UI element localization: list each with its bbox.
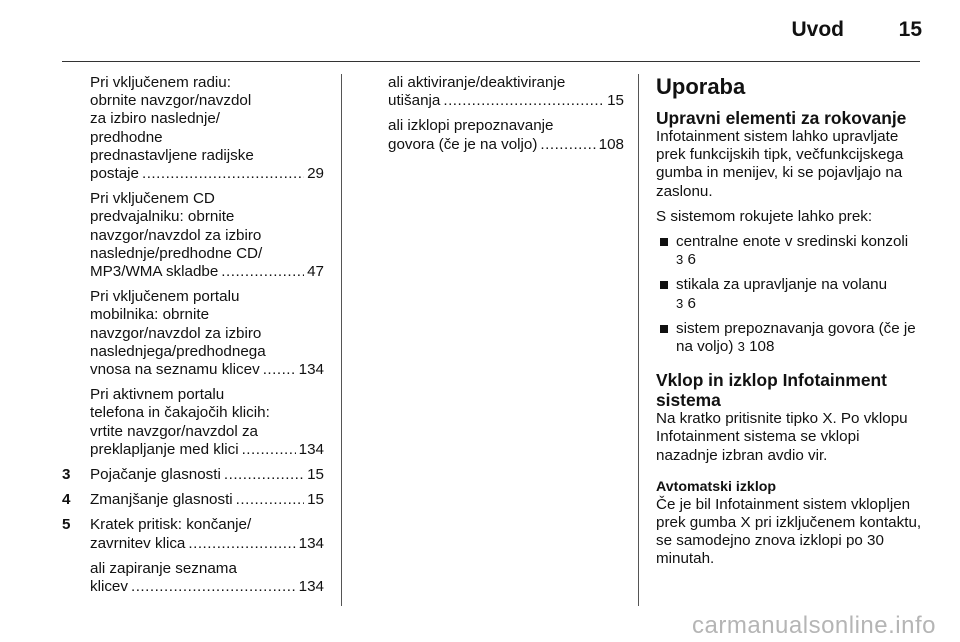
entry-text-line: Pri vključenem CD — [90, 190, 215, 208]
entry-text-line: preklapljanje med klici — [90, 440, 239, 458]
header-rule — [62, 61, 920, 62]
dot-leader — [263, 361, 296, 379]
entry-text-line: predhodne — [90, 128, 163, 146]
power-button-icon: X — [740, 514, 751, 532]
item-number: 3 — [62, 466, 71, 484]
entry-leader-line — [90, 535, 324, 553]
toc-entry[interactable] — [62, 560, 324, 596]
dot-leader — [242, 441, 296, 459]
entry-text-line: ali izklopi prepoznavanje — [388, 117, 554, 135]
entry-text-line: Pojačanje glasnosti — [90, 466, 221, 484]
page-reference-icon: 3 — [737, 339, 745, 355]
subsection-title-controls: Upravni elementi za rokovanje — [656, 108, 907, 128]
page-header — [0, 0, 960, 62]
page-reference[interactable]: 6 — [687, 294, 696, 312]
dot-leader — [142, 165, 304, 183]
page-reference[interactable]: 108 — [598, 135, 624, 153]
entry-text-line: govora (če je na voljo) — [388, 135, 538, 153]
dot-leader — [131, 578, 296, 596]
bullet-item: stikala za upravljanje na volanu 3 6 — [656, 276, 922, 312]
entry-text-line: naslednjega/predhodnega — [90, 342, 266, 360]
column-2 — [388, 74, 624, 161]
entry-text-line: predvajalniku: obrnite — [90, 208, 235, 226]
page-reference[interactable]: 47 — [307, 263, 324, 281]
page-reference[interactable]: 134 — [298, 361, 324, 379]
page-reference-icon: 3 — [676, 252, 684, 268]
toc-entry[interactable] — [62, 466, 324, 484]
page-number: 15 — [898, 18, 922, 41]
dot-leader — [221, 263, 304, 281]
page-reference-icon: 3 — [676, 295, 684, 311]
entry-text-line: prednastavljene radijske — [90, 146, 254, 164]
column-divider-2 — [638, 74, 639, 606]
auto-off-paragraph: Če je bil Infotainment sistem vklopljen prek gumba X pri izključenem kontaktu, se samodejno znova izklopi po 30 minutah. — [656, 495, 922, 568]
bullet-square-icon — [660, 325, 668, 333]
entry-text-line: naslednje/predhodne CD/ — [90, 244, 263, 262]
toc-entry[interactable] — [62, 386, 324, 459]
page-reference[interactable]: 15 — [607, 92, 624, 110]
entry-text-line: vnosa na seznamu klicev — [90, 361, 260, 379]
power-button-icon: X — [822, 410, 833, 428]
dot-leader — [224, 466, 304, 484]
section-title: Uporaba — [656, 74, 746, 99]
entry-text-line: Pri vključenem radiu: — [90, 74, 231, 91]
entry-text-line: vrtite navzgor/navzdol za — [90, 422, 258, 440]
item-number: 4 — [62, 491, 71, 509]
power-paragraph: Na kratko pritisnite tipko X. Po vklopu Infotainment sistema se vklopi nazadnje izbran avdio vir. — [656, 410, 908, 464]
entry-leader-line — [90, 491, 324, 509]
toc-entry[interactable] — [388, 74, 624, 110]
subsection-title-auto-off: Avtomatski izklop — [656, 478, 777, 495]
page-reference[interactable]: 15 — [307, 466, 324, 484]
entry-leader-line — [90, 441, 324, 459]
entry-text-line: MP3/WMA skladbe — [90, 263, 219, 281]
bullet-item: centralne enote v sredinski konzoli 3 6 — [656, 233, 922, 269]
subsection-title-power: Vklop in izklop Infotainment sistema — [656, 370, 887, 411]
entry-text-line: zavrnitev klica — [90, 534, 186, 552]
page-reference[interactable]: 15 — [307, 491, 324, 509]
entry-leader-line — [90, 263, 324, 281]
toc-entry[interactable] — [62, 74, 324, 183]
entry-text-line: za izbiro naslednje/ — [90, 110, 221, 128]
entry-leader-line — [90, 361, 324, 379]
entry-text-line: ali zapiranje seznama — [90, 559, 237, 577]
dot-leader — [236, 491, 304, 509]
entry-leader-line — [90, 578, 324, 596]
toc-entry[interactable] — [388, 117, 624, 153]
column-1 — [62, 74, 324, 603]
entry-text-line: Pri aktivnem portalu — [90, 386, 225, 404]
page-reference[interactable]: 134 — [298, 440, 324, 458]
page-reference[interactable]: 134 — [298, 578, 324, 596]
entry-leader-line — [388, 136, 624, 154]
column-3 — [656, 74, 922, 576]
entry-text-line: Pri vključenem portalu — [90, 288, 240, 306]
entry-text-line: ali aktiviranje/deaktiviranje — [388, 74, 566, 91]
toc-entry[interactable] — [62, 288, 324, 379]
dot-leader — [443, 92, 604, 110]
toc-entry[interactable] — [62, 190, 324, 281]
page-reference[interactable]: 29 — [307, 165, 324, 183]
entry-text-line: utišanja — [388, 92, 441, 110]
header-title: Uvod — [791, 18, 844, 41]
entry-leader-line — [90, 165, 324, 183]
item-number: 5 — [62, 516, 71, 534]
entry-text-line: postaje — [90, 165, 139, 183]
entry-text-line: navzgor/navzdol za izbiro — [90, 324, 262, 342]
column-divider-1 — [341, 74, 342, 606]
entry-text-line: klicev — [90, 578, 128, 596]
bullet-item: sistem prepoznavanja govora (če je na voljo) 3 108 — [656, 320, 922, 356]
entry-text-line: Zmanjšanje glasnosti — [90, 491, 233, 509]
watermark: carmanualsonline.info — [692, 612, 936, 639]
controls-intro: S sistemom rokujete lahko prek: — [656, 207, 873, 225]
toc-entry[interactable] — [62, 491, 324, 509]
entry-text-line: navzgor/navzdol za izbiro — [90, 226, 262, 244]
entry-text-line: telefona in čakajočih klicih: — [90, 404, 270, 422]
entry-leader-line — [90, 466, 324, 484]
dot-leader — [188, 535, 295, 553]
entry-text-line: obrnite navzgor/navzdol — [90, 92, 252, 110]
dot-leader — [540, 136, 595, 154]
page-reference[interactable]: 6 — [687, 251, 696, 269]
page-reference[interactable]: 108 — [749, 338, 775, 356]
bullet-square-icon — [660, 238, 668, 246]
bullet-square-icon — [660, 281, 668, 289]
controls-paragraph: Infotainment sistem lahko upravljate prek funkcijskih tipk, večfunkcijskega gumba in menijev, ki se pojavljajo na zaslonu. — [656, 128, 904, 200]
page-reference[interactable]: 134 — [298, 534, 324, 552]
toc-entry[interactable] — [62, 516, 324, 552]
entry-leader-line — [388, 92, 624, 110]
entry-text-line: Kratek pritisk: končanje/ — [90, 516, 252, 534]
entry-text-line: mobilnika: obrnite — [90, 306, 210, 324]
